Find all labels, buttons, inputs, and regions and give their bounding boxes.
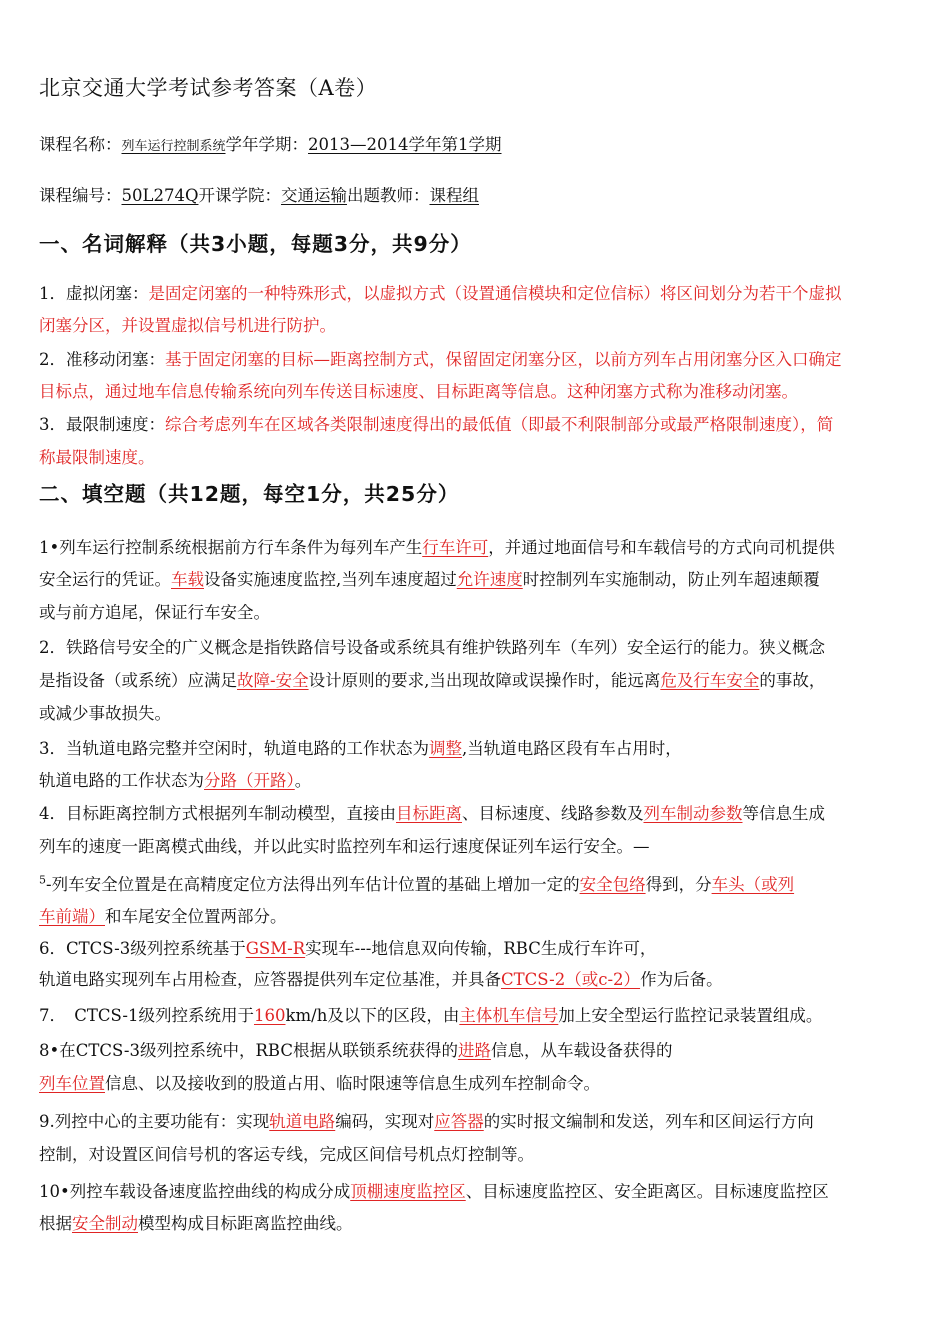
fill-10-text: 根据 (39, 1214, 72, 1233)
fill-9-text: 9.列控中心的主要功能有：实现 (39, 1112, 270, 1131)
fill-9-line-1 (39, 1111, 914, 1133)
fill-1-text: 1•列车运行控制系统根据前方行车条件为每列车产生 (39, 538, 423, 557)
fill-8-line-2 (39, 1073, 914, 1095)
course-name-label: 课程名称： (39, 135, 122, 154)
fill-1-answer-2: 车载 (171, 570, 204, 589)
fill-8-text: 信息，从车载设备获得的 (490, 1041, 673, 1060)
fill-1-line-1 (39, 537, 914, 559)
fill-7-line-1 (39, 1005, 914, 1027)
fill-5-text: 和车尾安全位置两部分。 (105, 907, 287, 926)
fill-8-text: 信息、以及接收到的股道占用、临时限速等信息生成列车控制命令。 (105, 1074, 600, 1093)
term-label: 学年学期： (225, 135, 309, 154)
fill-1-text: 时控制列车实施制动，防止列车超速颠覆 (522, 570, 820, 589)
fill-5-line-2 (39, 906, 914, 928)
fill-4-answer-2: 列车制动参数 (643, 804, 743, 823)
definition-2-line-1 (39, 349, 914, 371)
definition-3-term: 3．最限制速度： (39, 415, 165, 434)
fill-5-line-1 (39, 874, 914, 896)
fill-6-line-2 (39, 969, 914, 991)
fill-10-text: 、目标速度监控区、安全距离区。目标速度监控区 (465, 1182, 829, 1201)
fill-6-text: 轨道电路实现列车占用检查，应答器提供列车定位基准，并具备 (39, 970, 501, 989)
fill-9-text: 编码，实现对 (335, 1112, 435, 1131)
fill-2-answer-1: 故障-安全 (237, 671, 309, 690)
definition-1-term: 1．虚拟闭塞： (39, 284, 149, 303)
fill-10-text: 模型构成目标距离监控曲线。 (138, 1214, 353, 1233)
fill-1-answer-3: 允许速度 (456, 570, 523, 589)
fill-5-answer-1: 安全包络 (579, 875, 646, 894)
fill-8-line-1 (39, 1040, 914, 1062)
fill-9-answer-1: 轨道电路 (269, 1112, 336, 1131)
fill-7-text: 加上安全型运行监控记录装置组成。 (558, 1006, 823, 1025)
fill-1-answer-1: 行车许可 (422, 538, 489, 557)
fill-10-answer-1: 顶棚速度监控区 (350, 1182, 466, 1201)
fill-2-line-2 (39, 670, 914, 692)
fill-4-text: 、目标速度、线路参数及 (462, 804, 644, 823)
fill-4-text: 4．目标距离控制方式根据列车制动模型，直接由 (39, 804, 396, 823)
fill-3-text: ,当轨道电路区段有车占用时， (462, 739, 682, 758)
fill-1-line-3: 或与前方追尾，保证行车安全。 (39, 603, 270, 622)
fill-7-text: 7． CTCS-1级列控系统用于 (39, 1006, 254, 1025)
teacher-label: 出题教师： (346, 186, 430, 205)
fill-1-text: 安全运行的凭证。 (39, 570, 171, 589)
section-2-heading: 二、填空题（共12题，每空1分，共25分） (39, 482, 460, 506)
fill-5-number: 5 (39, 873, 46, 887)
definition-1-answer: 是固定闭塞的一种特殊形式，以虚拟方式（设置通信模块和定位信标）将区间划分为若干个虚拟 (148, 284, 842, 303)
term-value: 2013—2014学年第1学期 (308, 135, 502, 154)
fill-9-text: 的实时报文编制和发送，列车和区间运行方向 (483, 1112, 814, 1131)
fill-7-answer-1: 160 (253, 1006, 286, 1025)
fill-6-line-1 (39, 938, 914, 960)
course-name-value: 列车运行控制系统 (121, 139, 226, 154)
fill-2-line-1: 2．铁路信号安全的广义概念是指铁路信号设备或系统具有维护铁路列车（车列）安全运行的能力。狭义概念 (39, 638, 825, 657)
college-value: 交通运输 (280, 186, 347, 205)
fill-1-line-2 (39, 569, 914, 591)
course-info-line-2 (39, 185, 914, 207)
fill-8-answer-1: 进路 (457, 1041, 491, 1060)
fill-6-answer-1: GSM-R (245, 939, 306, 958)
definition-2-line-2: 目标点，通过地车信息传输系统向列车传送目标速度、目标距离等信息。这种闭塞方式称为准移动闭塞。 (39, 382, 798, 401)
fill-5-text: 得到，分 (645, 875, 712, 894)
section-1-heading: 一、名词解释（共3小题，每题3分，共9分） (39, 232, 472, 256)
fill-6-text: 实现车---地信息双向传输，RBC生成行车许可， (305, 939, 657, 958)
fill-3-answer-1: 调整 (429, 739, 462, 758)
fill-6-answer-2: CTCS-2（或c-2） (501, 970, 641, 989)
fill-6-text: 作为后备。 (640, 970, 723, 989)
fill-4-answer-1: 目标距离 (396, 804, 462, 823)
fill-3-text: 轨道电路的工作状态为 (39, 771, 204, 790)
fill-10-text: 10•列控车载设备速度监控曲线的构成分成 (39, 1182, 351, 1201)
definition-2-term: 2．准移动闭塞： (39, 350, 165, 369)
fill-1-text: 设备实施速度监控,当列车速度超过 (204, 570, 457, 589)
fill-2-line-3: 或减少事故损失。 (39, 704, 171, 723)
fill-5-answer-2: 车头（或列 (711, 875, 795, 894)
fill-3-line-2 (39, 770, 914, 792)
fill-9-answer-2: 应答器 (434, 1112, 484, 1131)
fill-10-answer-2: 安全制动 (72, 1214, 138, 1233)
fill-9-line-2: 控制，对设置区间信号机的客运专线，完成区间信号机点灯控制等。 (39, 1145, 534, 1164)
definition-3-answer: 综合考虑列车在区域各类限制速度得出的最低值（即最不利限制部分或最严格限制速度），简 (165, 415, 834, 434)
fill-2-answer-2: 危及行车安全 (660, 671, 760, 690)
fill-3-text: 。 (294, 771, 312, 790)
definition-2-answer: 基于固定闭塞的目标—距离控制方式，保留固定闭塞分区，以前方列车占用闭塞分区入口确定 (165, 350, 842, 369)
college-label: 开课学院： (198, 186, 281, 205)
fill-5-answer-2-cont: 车前端） (39, 907, 105, 926)
fill-2-text: 的事故， (759, 671, 826, 690)
fill-3-line-1 (39, 738, 914, 760)
fill-4-text: 等信息生成 (742, 804, 825, 823)
fill-7-text: km/h及以下的区段，由 (285, 1006, 460, 1025)
course-code-label: 课程编号： (39, 186, 122, 205)
fill-1-text: ，并通过地面信号和车载信号的方式向司机提供 (488, 538, 835, 557)
fill-2-text: 是指设备（或系统）应满足 (39, 671, 237, 690)
definition-1-line-1 (39, 283, 914, 305)
definition-3-line-1 (39, 414, 914, 436)
course-code-value: 50L274Q (121, 186, 199, 205)
definition-3-line-2: 称最限制速度。 (39, 448, 155, 467)
fill-4-line-2: 列车的速度一距离模式曲线，并以此实时监控列车和运行速度保证列车运行安全。— (39, 837, 650, 856)
fill-7-answer-2: 主体机车信号 (459, 1006, 559, 1025)
fill-4-line-1 (39, 803, 914, 825)
fill-6-text: 6．CTCS-3级列控系统基于 (39, 939, 246, 958)
fill-3-answer-2: 分路（开路） (204, 771, 295, 790)
fill-5-text: -列车安全位置是在高精度定位方法得出列车估计位置的基础上增加一定的 (46, 875, 580, 894)
teacher-value: 课程组 (429, 186, 479, 205)
fill-10-line-1 (39, 1181, 914, 1203)
fill-8-text: 8•在CTCS-3级列控系统中，RBC根据从联锁系统获得的 (39, 1041, 458, 1060)
definition-1-line-2: 闭塞分区，并设置虚拟信号机进行防护。 (39, 316, 336, 335)
course-info-line-1 (39, 134, 914, 158)
page-title: 北京交通大学考试参考答案（A卷） (39, 76, 378, 100)
fill-2-text: 设计原则的要求,当出现故障或误操作时，能远离 (308, 671, 661, 690)
fill-10-line-2 (39, 1213, 914, 1235)
fill-8-answer-2: 列车位置 (39, 1074, 105, 1093)
fill-3-text: 3．当轨道电路完整并空闲时，轨道电路的工作状态为 (39, 739, 429, 758)
